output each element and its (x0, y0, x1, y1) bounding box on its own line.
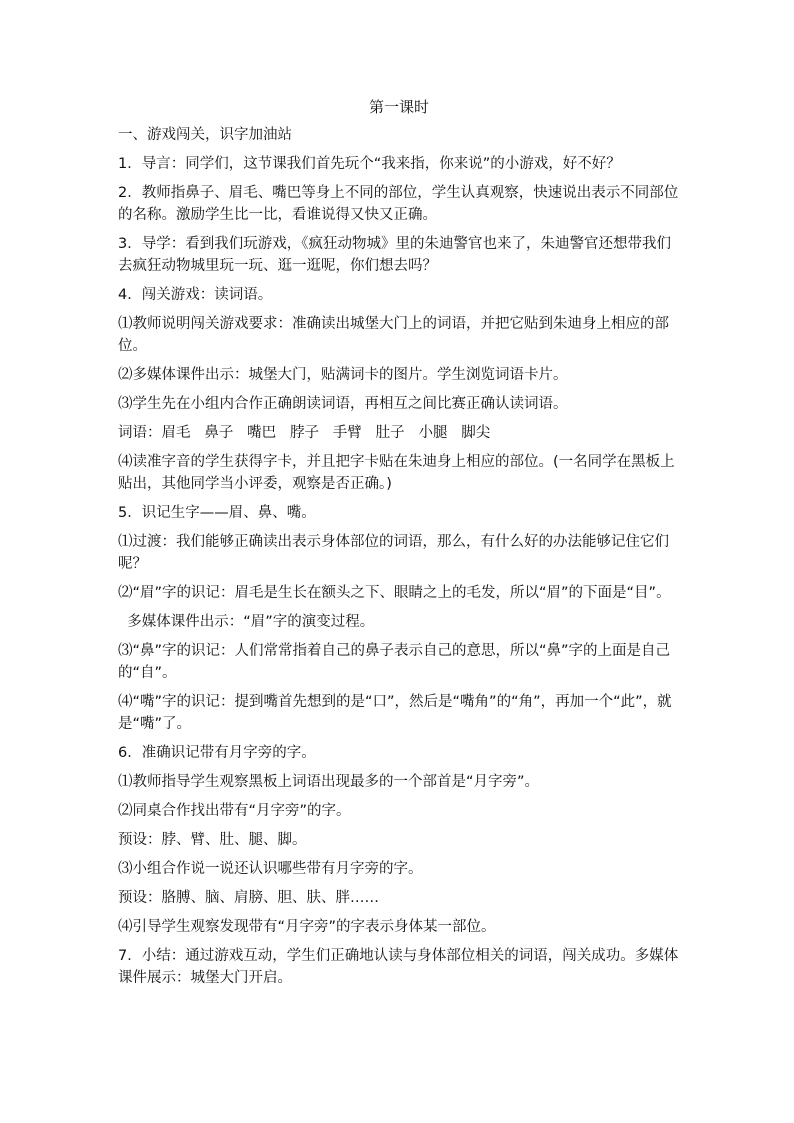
document-page (118, 96, 680, 996)
paragraph: 预设：脖、臂、肚、腿、脚。 (118, 832, 307, 848)
paragraph: 5．识记生字——眉、鼻、嘴。 (118, 505, 316, 521)
section-heading: 一、游戏闯关，识字加油站 (118, 127, 292, 143)
lesson-title: 第一课时 (368, 98, 429, 116)
paragraph: 4．闯关游戏：读词语。 (118, 287, 273, 303)
paragraph: ⑷引导学生观察发现带有“月字旁”的字表示身体某一部位。 (118, 919, 496, 935)
paragraph: ⑴教师说明闯关游戏要求：准确读出城堡大门上的词语，并把它贴到朱迪身上相应的部位。 (118, 316, 669, 354)
paragraph: 7．小结：通过游戏互动，学生们正确地认读与身体部位相关的词语，闯关成功。多媒体课件展示：城堡大门开启。 (118, 948, 679, 986)
paragraph: ⑵“眉”字的识记：眉毛是生长在额头之下、眼睛之上的毛发，所以“眉”的下面是“目”。 (118, 585, 671, 601)
paragraph: 1．导言：同学们，这节课我们首先玩个“我来指，你来说”的小游戏，好不好？ (118, 156, 621, 172)
paragraph: ⑴教师指导学生观察黑板上词语出现最多的一个部首是“月字旁”。 (118, 774, 540, 790)
paragraph: 预设：胳膊、脑、肩膀、胆、肤、胖…… (118, 890, 379, 906)
paragraph: 3．导学：看到我们玩游戏，《疯狂动物城》里的朱迪警官也来了，朱迪警官还想带我们去疯狂动物城里玩一玩、逛一逛呢，你们想去吗？ (118, 236, 671, 274)
paragraph: ⑶学生先在小组内合作正确朗读词语，再相互之间比赛正确认读词语。 (118, 396, 568, 412)
paragraph: ⑴过渡：我们能够正确读出表示身体部位的词语，那么，有什么好的办法能够记住它们呢？ (118, 534, 669, 572)
paragraph: ⑷读准字音的学生获得字卡，并且把字卡贴在朱迪身上相应的部位。(一名同学在黑板上贴出，其他同学当小评委，观察是否正确。) (118, 454, 675, 492)
paragraph: ⑵多媒体课件出示：城堡大门，贴满词卡的图片。学生浏览词语卡片。 (118, 367, 568, 383)
paragraph: 多媒体课件出示：“眉”字的演变过程。 (118, 614, 375, 630)
paragraph: ⑶“鼻”字的识记：人们常常指着自己的鼻子表示自己的意思，所以“鼻”字的上面是自己的“自”。 (118, 643, 671, 681)
paragraph: ⑷“嘴”字的识记：提到嘴首先想到的是“口”，然后是“嘴角”的“角”，再加一个“此”，就是“嘴”了。 (118, 694, 672, 732)
paragraph: 2．教师指鼻子、眉毛、嘴巴等身上不同的部位，学生认真观察，快速说出表示不同部位的名称。激励学生比一比，看谁说得又快又正确。 (118, 185, 679, 223)
word-list: 词语：眉毛 鼻子 嘴巴 脖子 手臂 肚子 小腿 脚尖 (118, 425, 491, 441)
paragraph: ⑶小组合作说一说还认识哪些带有月字旁的字。 (118, 861, 423, 877)
paragraph: 6．准确识记带有月字旁的字。 (118, 745, 316, 761)
paragraph: ⑵同桌合作找出带有“月字旁”的字。 (118, 803, 351, 819)
